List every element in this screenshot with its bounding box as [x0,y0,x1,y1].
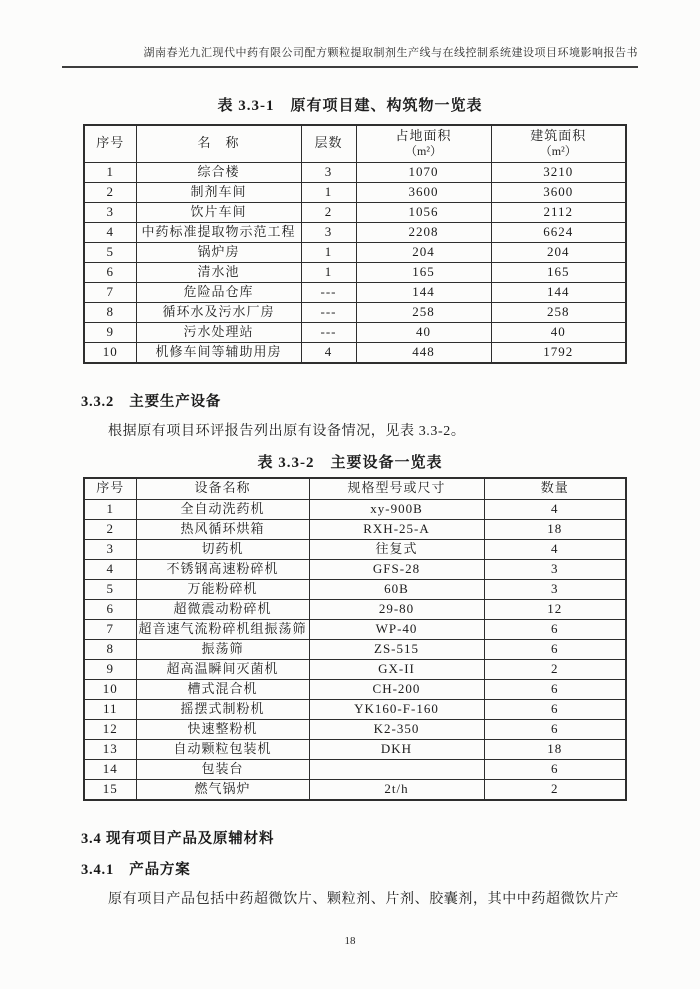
table-row [84,779,626,800]
building-table-caption: 表 3.3-1 原有项目建、构筑物一览表 [217,97,483,114]
table-cell: 4 [84,559,136,579]
table-cell: 万能粉碎机 [136,579,309,599]
table-cell: 1070 [356,162,491,182]
table-cell: 4 [301,342,356,363]
table-cell: 2 [484,779,626,800]
table-cell: 往复式 [309,539,484,559]
table-row [84,539,626,559]
table-cell: 6 [84,262,136,282]
table-cell: 机修车间等辅助用房 [136,342,301,363]
table-row [84,322,626,342]
column-header-spec-model: 规格型号或尺寸 [309,478,484,500]
table-cell [309,759,484,779]
table-cell: 摇摆式制粉机 [136,699,309,719]
column-header-land-area-label: 占地面积 [395,127,452,143]
column-header-land-area [356,125,491,163]
table-cell: 超音速气流粉碎机组振荡筛 [136,619,309,639]
table-cell: 2 [301,202,356,222]
table-cell: 燃气锅炉 [136,779,309,800]
table-cell: 自动颗粒包装机 [136,739,309,759]
table-cell: 6 [484,719,626,739]
table-cell: 258 [356,302,491,322]
running-header: 湖南春光九汇现代中药有限公司配方颗粒提取制剂生产线与在线控制系统建设项目环境影响报告书 [62,47,638,68]
table-header-row [84,125,626,163]
table-cell: 3 [84,202,136,222]
table-cell: 饮片车间 [136,202,301,222]
table-cell: 40 [491,322,626,342]
paragraph-equipment-intro: 根据原有项目环评报告列出原有设备情况，见表 3.3-2。 [108,423,466,439]
table-cell: 危险品仓库 [136,282,301,302]
table-row [84,659,626,679]
table-cell: 2t/h [309,779,484,800]
table-cell: 29-80 [309,599,484,619]
table-cell: --- [301,302,356,322]
table-row [84,242,626,262]
table-cell: 综合楼 [136,162,301,182]
table-cell: 11 [84,699,136,719]
table-cell: GFS-28 [309,559,484,579]
table-cell: 8 [84,302,136,322]
table-cell: 10 [84,342,136,363]
table-cell: 6624 [491,222,626,242]
table-cell: 40 [356,322,491,342]
table-row [84,559,626,579]
table-cell: 60B [309,579,484,599]
table-cell: 1056 [356,202,491,222]
table-cell: 6 [484,699,626,719]
table-cell: 7 [84,282,136,302]
table-row [84,182,626,202]
paragraph-product-scheme: 原有项目产品包括中药超微饮片、颗粒剂、片剂、胶囊剂，其中中药超微饮片产 [108,892,619,908]
table-cell: 7 [84,619,136,639]
table-cell: 3600 [356,182,491,202]
table-row [84,519,626,539]
table-cell: 18 [484,739,626,759]
table-row [84,619,626,639]
table-row [84,639,626,659]
table-cell: 4 [484,499,626,519]
table-cell: GX-II [309,659,484,679]
table-cell: 165 [356,262,491,282]
section-heading-3-4-1: 3.4.1 产品方案 [81,861,191,878]
column-header-seq: 序号 [84,125,136,163]
table-cell: 144 [356,282,491,302]
table-cell: 13 [84,739,136,759]
table-cell: 1792 [491,342,626,363]
table-cell: 切药机 [136,539,309,559]
table-row [84,262,626,282]
table-cell: DKH [309,739,484,759]
table-cell: 振荡筛 [136,639,309,659]
table-row [84,499,626,519]
table-cell: K2-350 [309,719,484,739]
equipment-table [83,477,627,801]
table-cell: 2208 [356,222,491,242]
table-cell: 热风循环烘箱 [136,519,309,539]
table-cell: 全自动洗药机 [136,499,309,519]
table-row [84,759,626,779]
table-cell: 快速整粉机 [136,719,309,739]
table-cell: 9 [84,322,136,342]
table-cell: 3600 [491,182,626,202]
column-header-building-area-label: 建筑面积 [530,127,587,143]
table-cell: WP-40 [309,619,484,639]
table-cell: 2 [84,519,136,539]
table-cell: 5 [84,242,136,262]
table-row [84,202,626,222]
table-cell: 6 [484,639,626,659]
table-cell: 18 [484,519,626,539]
table-cell: --- [301,322,356,342]
table-row [84,222,626,242]
table-cell: 144 [491,282,626,302]
column-header-building-area [491,125,626,163]
table-cell: 6 [484,679,626,699]
table-cell: 1 [84,162,136,182]
table-cell: 1 [301,242,356,262]
table-cell: --- [301,282,356,302]
table-row [84,302,626,322]
section-heading-3-4: 3.4 现有项目产品及原辅材料 [81,830,275,847]
column-header-floors: 层数 [301,125,356,163]
table-cell: 3210 [491,162,626,182]
table-cell: 165 [491,262,626,282]
table-header-row [84,478,626,500]
table-cell: 污水处理站 [136,322,301,342]
table-cell: 超高温瞬间灭菌机 [136,659,309,679]
section-heading-3-3-2: 3.3.2 主要生产设备 [81,393,222,410]
table-cell: 6 [484,759,626,779]
table-row [84,579,626,599]
page-number: 18 [344,935,356,947]
table-cell: 槽式混合机 [136,679,309,699]
table-cell: RXH-25-A [309,519,484,539]
table-cell: 4 [84,222,136,242]
equipment-table-body [84,499,626,800]
table-cell: 10 [84,679,136,699]
table-cell: CH-200 [309,679,484,699]
table-cell: 3 [84,539,136,559]
column-header-seq: 序号 [84,478,136,500]
table-cell: 12 [84,719,136,739]
table-cell: 5 [84,579,136,599]
building-table-body [84,162,626,363]
table-cell: 3 [484,559,626,579]
table-cell: 3 [484,579,626,599]
equipment-table-caption: 表 3.3-2 主要设备一览表 [257,454,443,471]
table-cell: 12 [484,599,626,619]
table-row [84,719,626,739]
table-cell: 6 [484,619,626,639]
column-header-equipment-name: 设备名称 [136,478,309,500]
table-cell: 1 [84,499,136,519]
table-cell: 14 [84,759,136,779]
table-cell: 1 [301,262,356,282]
table-cell: ZS-515 [309,639,484,659]
column-header-land-area-unit: （m²） [405,144,442,159]
table-cell: 3 [301,162,356,182]
column-header-building-area-unit: （m²） [539,144,577,159]
table-cell: 清水池 [136,262,301,282]
table-cell: YK160-F-160 [309,699,484,719]
table-cell: 8 [84,639,136,659]
table-row [84,679,626,699]
table-cell: 锅炉房 [136,242,301,262]
table-cell: 2 [484,659,626,679]
column-header-quantity: 数量 [484,478,626,500]
table-cell: 204 [491,242,626,262]
table-cell: 3 [301,222,356,242]
table-row [84,739,626,759]
table-cell: 15 [84,779,136,800]
table-cell: xy-900B [309,499,484,519]
table-row [84,162,626,182]
table-cell: 258 [491,302,626,322]
table-cell: 204 [356,242,491,262]
table-row [84,342,626,363]
table-cell: 1 [301,182,356,202]
table-cell: 2 [84,182,136,202]
table-cell: 不锈钢高速粉碎机 [136,559,309,579]
table-cell: 制剂车间 [136,182,301,202]
table-row [84,282,626,302]
table-row [84,699,626,719]
table-cell: 9 [84,659,136,679]
table-cell: 包装台 [136,759,309,779]
table-row [84,599,626,619]
table-cell: 中药标准提取物示范工程 [136,222,301,242]
table-cell: 6 [84,599,136,619]
table-cell: 超微震动粉碎机 [136,599,309,619]
table-cell: 4 [484,539,626,559]
table-cell: 448 [356,342,491,363]
building-structures-table [83,124,627,364]
table-cell: 2112 [491,202,626,222]
table-cell: 循环水及污水厂房 [136,302,301,322]
column-header-name: 名 称 [136,125,301,163]
